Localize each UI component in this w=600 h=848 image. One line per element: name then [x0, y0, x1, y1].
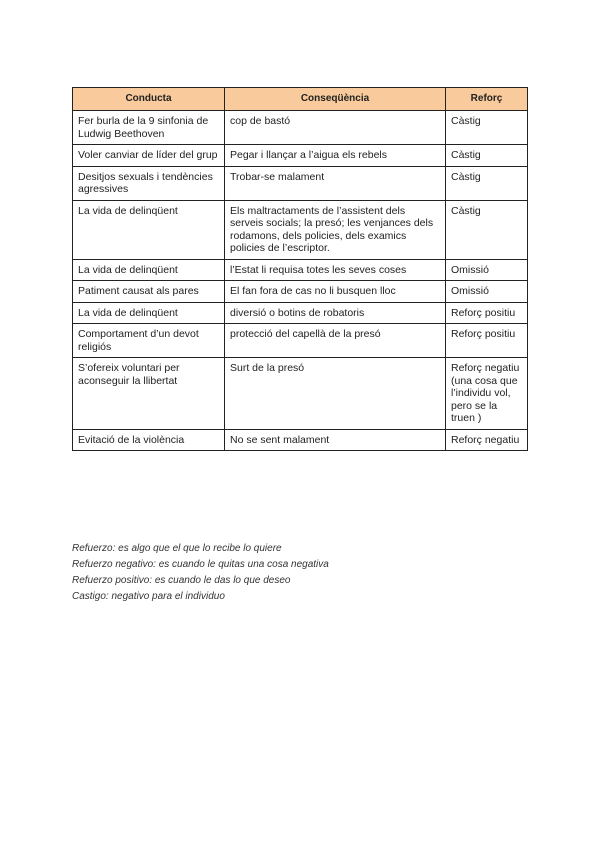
- definitions-notes: [72, 541, 532, 605]
- cell-consequencia: Els maltractaments de l’assistent dels serveis socials; la presó; les venjances dels rodamons, dels policies, dels examics policies de l’escriptor.: [225, 200, 446, 259]
- table-row: [73, 259, 528, 281]
- cell-consequencia: El fan fora de cas no li busquen lloc: [225, 281, 446, 303]
- header-conducta: Conducta: [73, 88, 225, 111]
- cell-reforc: Càstig: [446, 111, 528, 145]
- cell-consequencia: Trobar-se malament: [225, 166, 446, 200]
- cell-conducta: La vida de delinqüent: [73, 302, 225, 324]
- cell-consequencia: protecció del capellà de la presó: [225, 324, 446, 358]
- cell-conducta: La vida de delinqüent: [73, 259, 225, 281]
- cell-reforc: Reforç negatiu: [446, 429, 528, 451]
- cell-reforc: Reforç positiu: [446, 302, 528, 324]
- cell-reforc: Càstig: [446, 166, 528, 200]
- behavior-table: [72, 87, 528, 451]
- cell-reforc: Reforç negatiu (una cosa que l’individu vol, pero se la truen ): [446, 358, 528, 430]
- table-header-row: [73, 88, 528, 111]
- cell-conducta: La vida de delinqüent: [73, 200, 225, 259]
- cell-consequencia: No se sent malament: [225, 429, 446, 451]
- note-refuerzo-negativo: Refuerzo negativo: es cuando le quitas una cosa negativa: [72, 559, 329, 570]
- table-row: [73, 145, 528, 167]
- cell-consequencia: l’Estat li requisa totes les seves coses: [225, 259, 446, 281]
- cell-conducta: Comportament d’un devot religiós: [73, 324, 225, 358]
- cell-consequencia: Pegar i llançar a l’aigua els rebels: [225, 145, 446, 167]
- cell-consequencia: cop de bastó: [225, 111, 446, 145]
- cell-reforc: Omissió: [446, 259, 528, 281]
- cell-conducta: Patiment causat als pares: [73, 281, 225, 303]
- note-refuerzo: Refuerzo: es algo que el que lo recibe lo quiere: [72, 543, 282, 554]
- cell-reforc: Càstig: [446, 200, 528, 259]
- cell-conducta: Evitació de la violència: [73, 429, 225, 451]
- table-row: [73, 302, 528, 324]
- table-row: [73, 429, 528, 451]
- header-consequencia: Conseqüència: [225, 88, 446, 111]
- note-castigo: Castigo: negativo para el individuo: [72, 591, 225, 602]
- table-row: [73, 281, 528, 303]
- cell-conducta: Fer burla de la 9 sinfonia de Ludwig Beethoven: [73, 111, 225, 145]
- table-row: [73, 111, 528, 145]
- table-row: [73, 200, 528, 259]
- table-row: [73, 358, 528, 430]
- header-reforc: Reforç: [446, 88, 528, 111]
- cell-reforc: Càstig: [446, 145, 528, 167]
- table-row: [73, 166, 528, 200]
- cell-reforc: Reforç positiu: [446, 324, 528, 358]
- cell-reforc: Omissió: [446, 281, 528, 303]
- cell-conducta: Voler canviar de líder del grup: [73, 145, 225, 167]
- cell-conducta: S’ofereix voluntari per aconseguir la llibertat: [73, 358, 225, 430]
- cell-consequencia: Surt de la presó: [225, 358, 446, 430]
- cell-conducta: Desitjos sexuals i tendències agressives: [73, 166, 225, 200]
- note-refuerzo-positivo: Refuerzo positivo: es cuando le das lo que deseo: [72, 575, 291, 586]
- table-row: [73, 324, 528, 358]
- cell-consequencia: diversió o botins de robatoris: [225, 302, 446, 324]
